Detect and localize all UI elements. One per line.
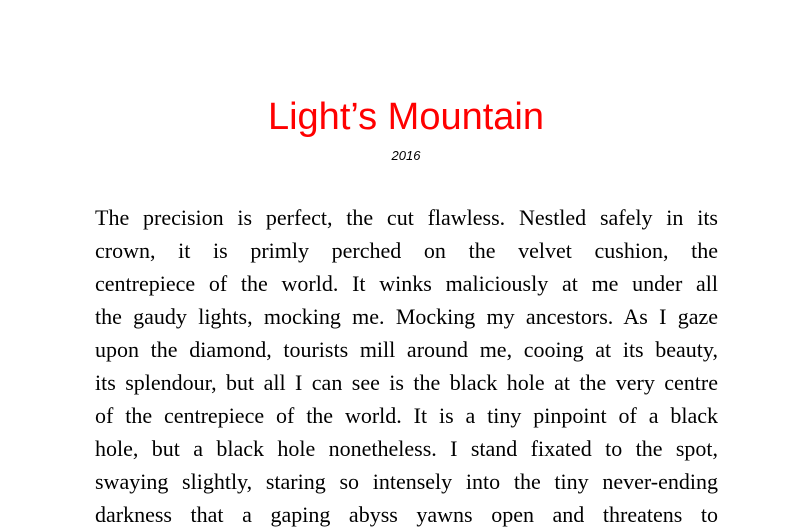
body-line: crown, it is primly perched on the velvet cushion, the <box>95 238 718 263</box>
document-year: 2016 <box>391 148 421 163</box>
body-line: swaying slightly, staring so intensely into the tiny never-ending <box>95 469 718 494</box>
document-title: Light’s Mountain <box>267 96 545 138</box>
body-line: hole, but a black hole nonetheless. I stand fixated to the spot, <box>95 436 718 461</box>
body-line: darkness that a gaping abyss yawns open and threatens to <box>95 502 718 527</box>
body-line: The precision is perfect, the cut flawless. Nestled safely in its <box>95 205 718 230</box>
body-line: its splendour, but all I can see is the black hole at the very centre <box>95 370 718 395</box>
body-line: upon the diamond, tourists mill around me, cooing at its beauty, <box>95 337 718 362</box>
body-line: the gaudy lights, mocking me. Mocking my ancestors. As I gaze <box>95 304 718 329</box>
document-body <box>95 201 718 531</box>
body-line: centrepiece of the world. It winks maliciously at me under all <box>95 271 718 296</box>
body-line: of the centrepiece of the world. It is a tiny pinpoint of a black <box>95 403 718 428</box>
